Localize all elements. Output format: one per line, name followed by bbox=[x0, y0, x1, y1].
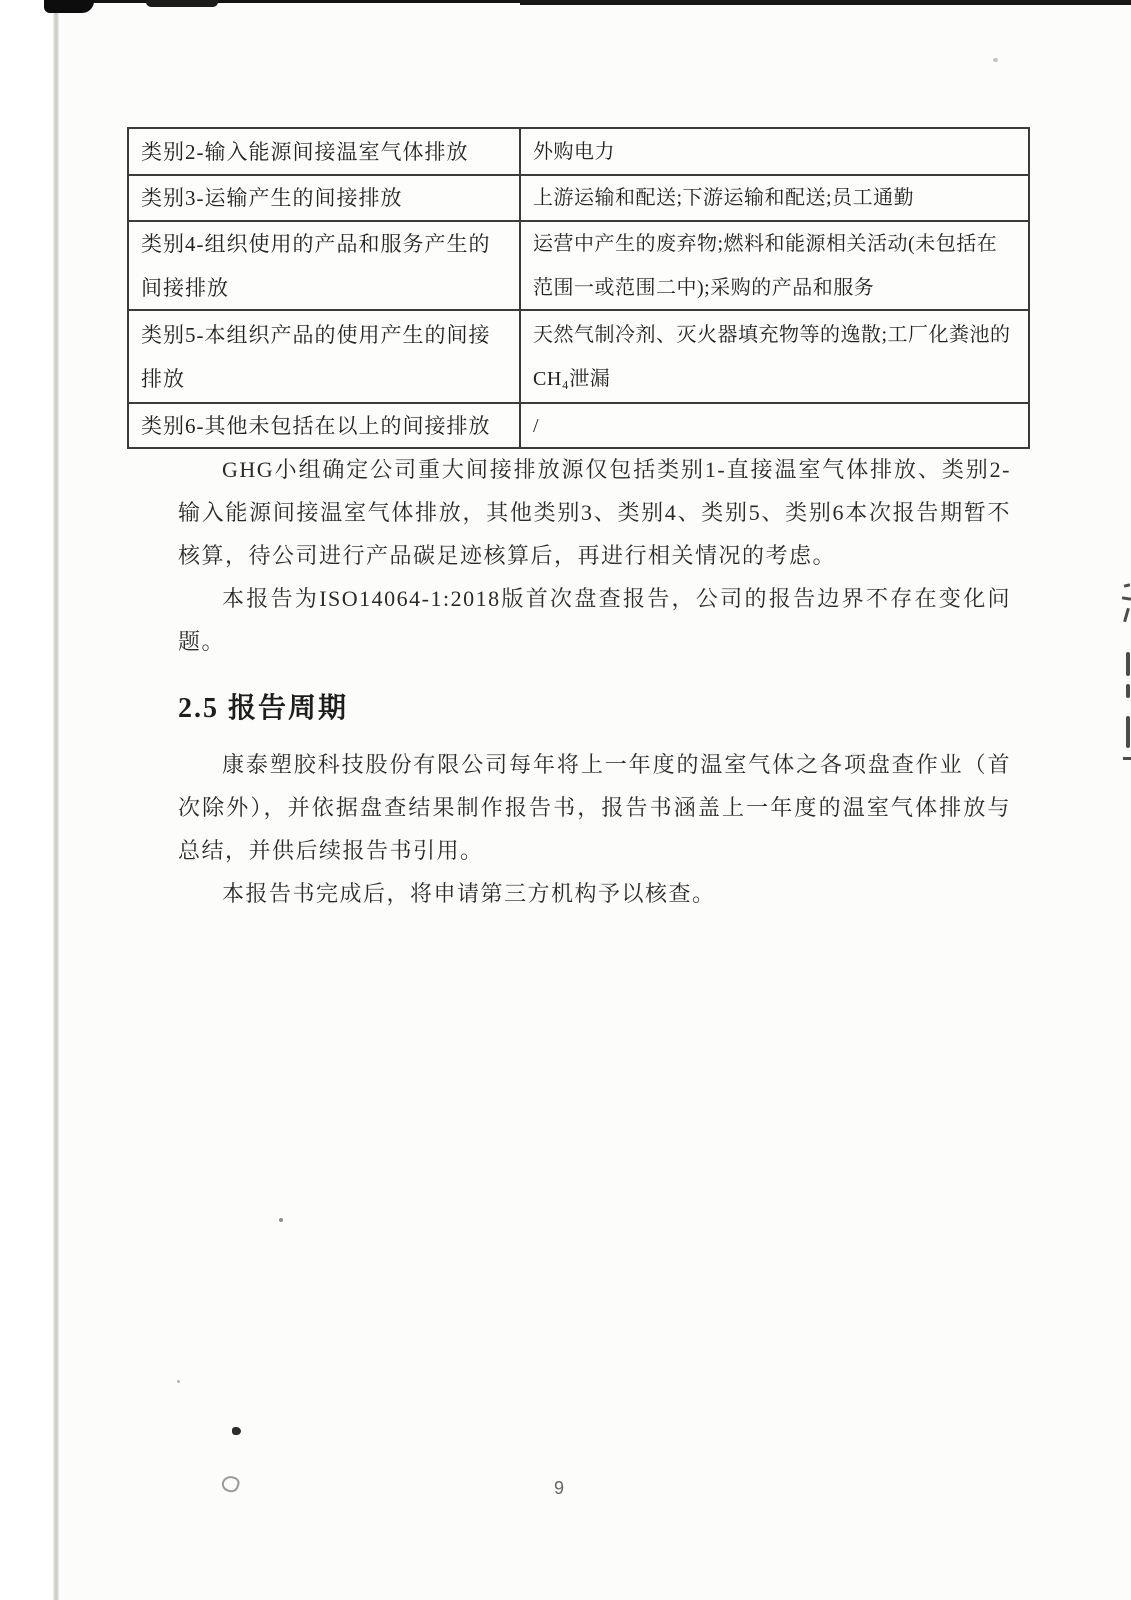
right-edge-handwriting-fragment bbox=[1126, 652, 1130, 676]
category-cell: 类别6-其他未包括在以上的间接排放 bbox=[129, 402, 519, 447]
source-cell: / bbox=[519, 402, 1028, 447]
source-cell: 天然气制冷剂、灭火器填充物等的逸散;工厂化粪池的CH₄泄漏 bbox=[519, 309, 1028, 402]
source-cell: 外购电力 bbox=[519, 129, 1028, 174]
right-edge-handwriting-fragment bbox=[1123, 757, 1131, 760]
scan-left-margin bbox=[0, 0, 53, 1600]
right-edge-handwriting-fragment bbox=[1124, 583, 1131, 587]
right-edge-handwriting-fragment bbox=[1123, 608, 1130, 622]
ink-speck bbox=[279, 1218, 283, 1222]
binding-fold-line bbox=[53, 0, 59, 1600]
paragraph-third-party-verification: 本报告书完成后，将申请第三方机构予以核查。 bbox=[222, 881, 716, 906]
category-cell: 类别5-本组织产品的使用产生的间接排放 bbox=[129, 309, 519, 402]
paragraph-ghg-sources: GHG小组确定公司重大间接排放源仅包括类别1-直接温室气体排放、类别2-输入能源间接温室气体排放，其他类别3、类别4、类别5、类别6本次报告期暂不核算，待公司进行产品碳足迹核算后，再进行相关情况的考虑。 bbox=[178, 457, 1011, 568]
category-cell: 类别3-运输产生的间接排放 bbox=[129, 174, 519, 220]
ghg-categories-table bbox=[127, 127, 1030, 449]
page-number: 9 bbox=[553, 1478, 564, 1498]
paragraph-report-cycle: 康泰塑胶科技股份有限公司每年将上一年度的温室气体之各项盘查作业（首次除外），并依据盘查结果制作报告书，报告书涵盖上一年度的温室气体排放与总结，并供后续报告书引用。 bbox=[178, 752, 1011, 863]
scan-top-ink-blob bbox=[44, 0, 94, 13]
ink-speck bbox=[177, 1380, 180, 1383]
right-edge-handwriting-fragment bbox=[1126, 716, 1130, 748]
category-cell: 类别2-输入能源间接温室气体排放 bbox=[141, 139, 469, 164]
ink-speck bbox=[993, 58, 998, 62]
source-cell: 上游运输和配送;下游运输和配送;员工通勤 bbox=[519, 174, 1028, 220]
right-edge-handwriting-fragment bbox=[1122, 596, 1131, 600]
report-body bbox=[178, 448, 1011, 915]
scan-top-edge-thick bbox=[520, 0, 1131, 5]
section-heading-report-cycle: 2.5 报告周期 bbox=[178, 693, 349, 724]
source-cell: 运营中产生的废弃物;燃料和能源相关活动(未包括在范围一或范围二中);采购的产品和服务 bbox=[519, 220, 1028, 309]
right-edge-handwriting-fragment bbox=[1126, 684, 1130, 698]
category-cell: 类别4-组织使用的产品和服务产生的间接排放 bbox=[129, 220, 519, 309]
paragraph-report-version: 本报告为ISO14064-1:2018版首次盘查报告，公司的报告边界不存在变化问题。 bbox=[178, 586, 1011, 654]
scan-top-ink-blob bbox=[146, 0, 218, 7]
ink-speck bbox=[232, 1427, 241, 1435]
